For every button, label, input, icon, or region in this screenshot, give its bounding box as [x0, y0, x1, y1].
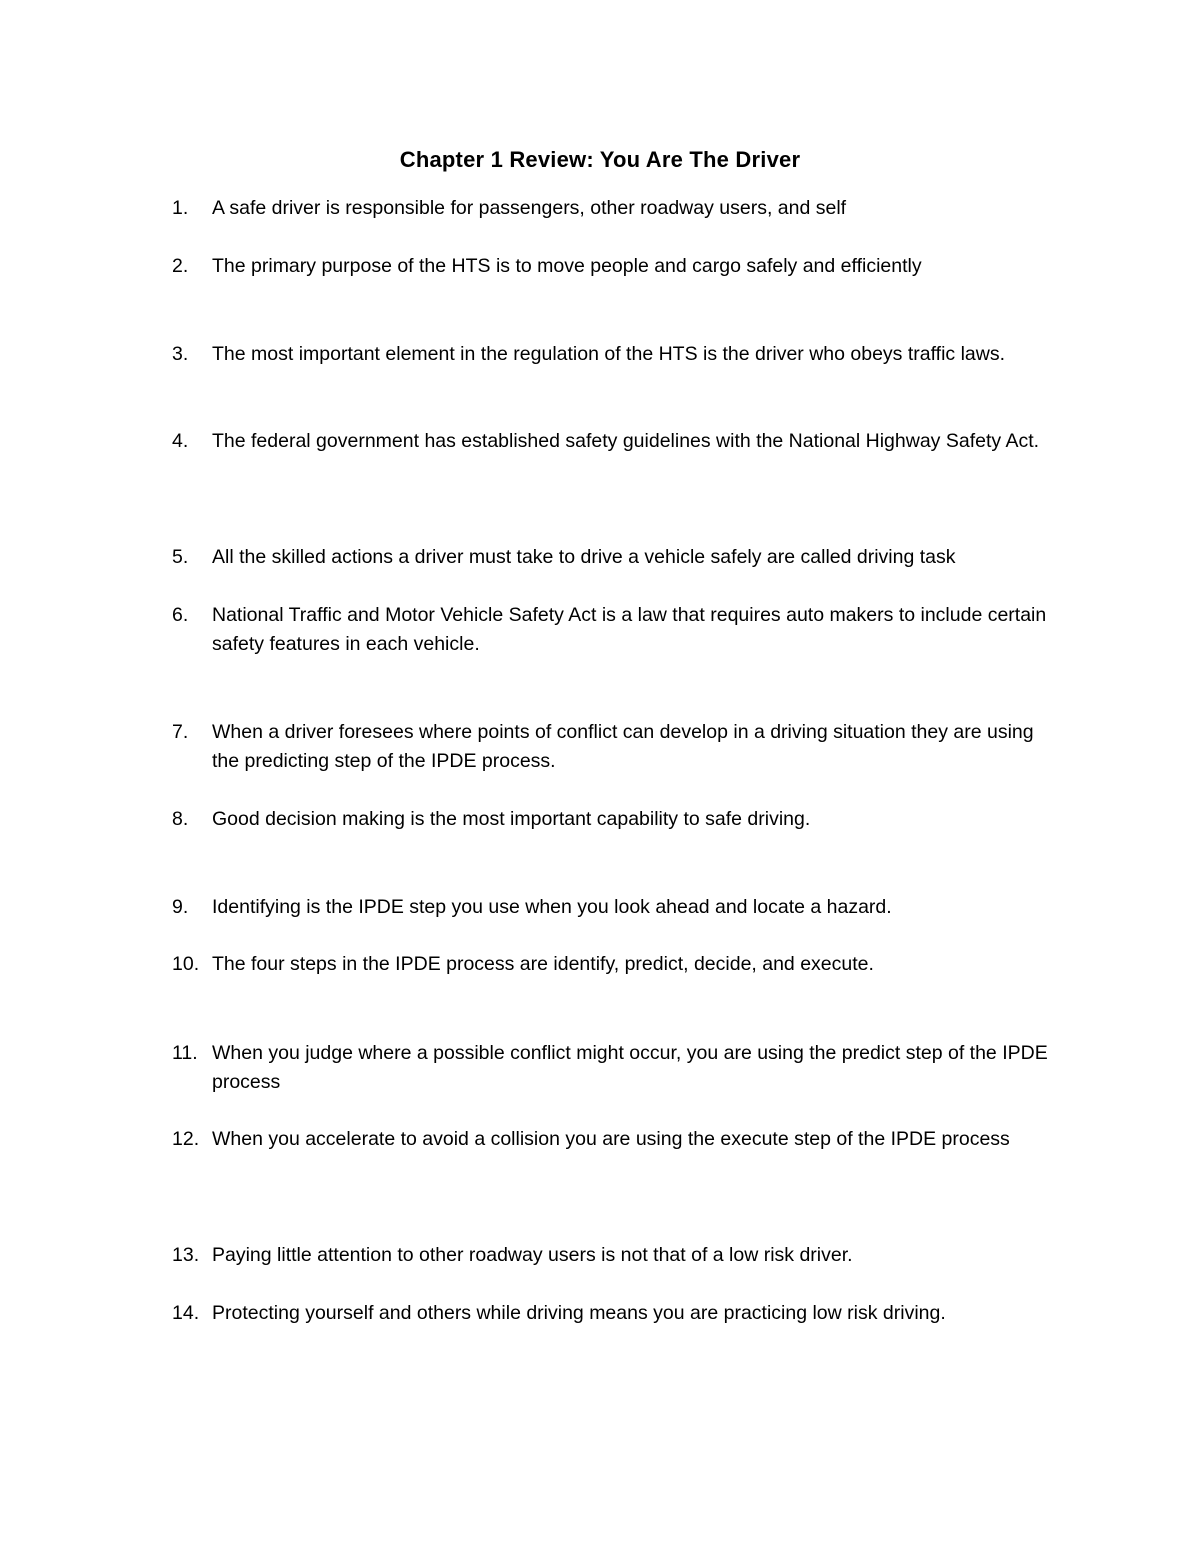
list-item — [172, 1039, 1062, 1096]
item-text: The four steps in the IPDE process are identify, predict, decide, and execute. — [212, 953, 874, 975]
list-item — [172, 1299, 1062, 1328]
item-text: When you accelerate to avoid a collision you are using the execute step of the IPDE process — [212, 1128, 1010, 1150]
list-item — [172, 805, 1062, 834]
item-number: 1. — [172, 197, 189, 219]
item-number: 14. — [172, 1302, 200, 1324]
item-number: 11. — [172, 1042, 198, 1064]
item-number: 9. — [172, 896, 189, 918]
item-text: When you judge where a possible conflict might occur, you are using the predict step of the IPDE process — [212, 1042, 1048, 1093]
item-number: 7. — [172, 721, 189, 743]
list-item — [172, 1125, 1062, 1154]
item-number: 6. — [172, 604, 189, 626]
item-number: 3. — [172, 343, 189, 365]
page-title: Chapter 1 Review: You Are The Driver — [399, 147, 801, 172]
item-text: When a driver foresees where points of conflict can develop in a driving situation they are using the predicting step of the IPDE process. — [212, 721, 1034, 772]
item-text: Paying little attention to other roadway users is not that of a low risk driver. — [212, 1244, 853, 1266]
item-text: Protecting yourself and others while driving means you are practicing low risk driving. — [212, 1302, 946, 1324]
item-text: Good decision making is the most important capability to safe driving. — [212, 808, 811, 830]
list-item — [172, 1241, 1062, 1270]
list-item — [172, 252, 1062, 281]
item-number: 2. — [172, 255, 189, 277]
item-number: 8. — [172, 808, 189, 830]
item-text: National Traffic and Motor Vehicle Safety Act is a law that requires auto makers to include certain safety features in each vehicle. — [212, 604, 1047, 655]
list-item — [172, 950, 1062, 979]
item-number: 4. — [172, 430, 189, 452]
item-number: 10. — [172, 953, 200, 975]
item-text: A safe driver is responsible for passengers, other roadway users, and self — [212, 197, 847, 219]
list-item — [172, 543, 1062, 572]
list-item — [172, 340, 1062, 369]
item-number: 5. — [172, 546, 189, 568]
list-item — [172, 427, 1062, 456]
item-text: The most important element in the regulation of the HTS is the driver who obeys traffic laws. — [212, 343, 1006, 365]
list-item — [172, 718, 1062, 775]
item-number: 13. — [172, 1244, 200, 1266]
item-text: The federal government has established safety guidelines with the National Highway Safety Act. — [212, 430, 1040, 452]
item-number: 12. — [172, 1128, 200, 1150]
list-item — [172, 194, 1062, 223]
list-item — [172, 601, 1062, 658]
item-text: All the skilled actions a driver must take to drive a vehicle safely are called driving task — [212, 546, 956, 568]
list-item — [172, 893, 1062, 922]
item-text: The primary purpose of the HTS is to move people and cargo safely and efficiently — [212, 255, 922, 277]
item-text: Identifying is the IPDE step you use when you look ahead and locate a hazard. — [212, 896, 892, 918]
